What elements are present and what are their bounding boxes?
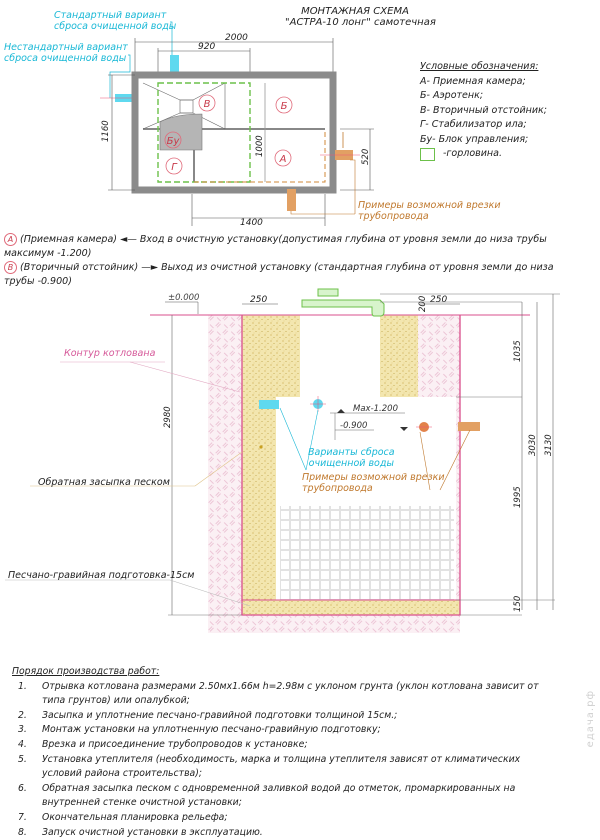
label-line: очищенной воды [308,458,394,469]
label-line: трубопровода [302,483,373,494]
label-line: сброса очищенной воды [4,53,127,64]
step-text: Засыпка и уплотнение песчано-гравийной подготовки толщиной 15см.; [42,709,398,721]
section-pipe-tapping-label [302,472,445,494]
step-number: 4. [18,738,27,750]
arrow-right-icon: —► [141,262,159,273]
svg-text:Г: Г [171,162,177,173]
procedure-heading: Порядок производства работ: [12,666,160,677]
step-number: 7. [18,811,27,823]
svg-text:920: 920 [198,42,216,52]
legend-item: Бу- Блок управления; [420,133,529,145]
label-line: Варианты сброса [308,447,395,458]
step-text: Запуск очистной установки в эксплуатацию. [42,826,263,838]
step-text: Отрывка котлована размерами 2.50мх1.66м h=2.98м с уклоном грунта (уклон котлована зависит от [42,680,539,692]
svg-text:1035: 1035 [513,340,523,362]
svg-text:А: А [279,154,287,165]
step-number: 6. [18,782,27,794]
label-line: Стандартный вариант [54,10,167,21]
step-text: типа грунтов) или опалубкой; [42,695,190,707]
step-text: внутренней стенке очистной установки; [42,797,242,809]
svg-text:520: 520 [361,148,371,165]
dim-2000: 2000 [225,33,248,43]
svg-text:1995: 1995 [513,486,523,508]
step-number: 3. [18,724,27,736]
svg-text:В: В [203,99,211,110]
step-text: условий района строительства); [42,768,202,780]
hatch-legend-swatch [420,148,435,161]
legend [420,60,547,162]
svg-text:3130: 3130 [544,434,554,456]
note-name: (Вторичный отстойник) [20,262,139,273]
step-text: Монтаж установки на уплотненную песчано-гравийную подготовку; [42,724,381,736]
max-depth: Max-1.200 [353,404,398,414]
legend-heading: Условные обозначения: [420,61,539,72]
backfill-label: Обратная засыпка песком [38,477,170,488]
step-number: 8. [18,826,27,838]
legend-item: А- Приемная камера; [420,75,526,87]
svg-text:1400: 1400 [240,218,263,228]
step-text: Обратная засыпка песком с одновременной заливкой водой до отметок, промаркированных на [42,782,516,794]
title-line-2: "АСТРА-10 лонг" самотечная [285,17,436,28]
label-line: Примеры возможной врезки [358,200,501,211]
section-view-drawing [0,280,600,650]
title-line-1: МОНТАЖНАЯ СХЕМА [301,6,409,17]
svg-text:1160: 1160 [101,120,111,142]
procedure-notes [6,665,539,840]
label-line: сброса очищенной воды [54,21,177,32]
step-number: 1. [18,680,27,692]
std-depth: -0.900 [340,421,368,431]
legend-item: Г- Стабилизатор ила; [420,119,527,130]
watermark: eдача.рф [585,690,596,748]
label-line: трубопровода [358,211,429,222]
badge-a: А [4,233,17,246]
svg-text:150: 150 [513,595,523,612]
svg-text:200: 200 [418,295,428,312]
svg-text:250: 250 [430,295,448,305]
svg-text:1000: 1000 [255,135,265,157]
svg-text:3030: 3030 [528,434,538,456]
svg-text:2980: 2980 [163,406,173,428]
level-zero: ±0.000 [168,293,200,303]
svg-text:Б: Б [280,101,288,112]
legend-item: В- Вторичный отстойник; [420,104,547,116]
label-line: Нестандартный вариант [4,42,128,53]
label-line: Примеры возможной врезки [302,472,445,483]
step-text: Установка утеплителя (необходимость, марка и толщина утеплителя зависят от климатических [42,753,521,765]
badge-v: В [4,261,17,274]
step-number: 5. [18,753,27,765]
svg-text:250: 250 [250,295,268,305]
arrow-left-icon: ◄— [120,234,137,245]
note-text: максимум -1.200) [4,248,92,259]
step-text: Врезка и присоединение трубопроводов к установке; [42,738,308,750]
svg-text:Бу: Бу [166,136,180,147]
step-text: Окончательная планировка рельефа; [42,811,228,823]
note-text: трубы -0.900) [4,276,72,287]
gravel-bed-label: Песчано-гравийная подготовка-15см [8,570,195,581]
legend-item: -горловина. [443,148,502,159]
note-text: Вход в очистную установку(допустимая глубина от уровня земли до низа трубы [139,234,547,245]
legend-item: Б- Аэротенк; [420,90,484,101]
pit-contour-label: Контур котлована [64,348,156,359]
plan-pipe-tapping-label [358,200,501,222]
note-text: Выход из очистной установку (стандартная глубина от уровня земли до низа [161,262,554,273]
note-name: (Приемная камера) [20,234,117,245]
step-number: 2. [18,709,27,721]
discharge-variants-label [308,447,395,469]
